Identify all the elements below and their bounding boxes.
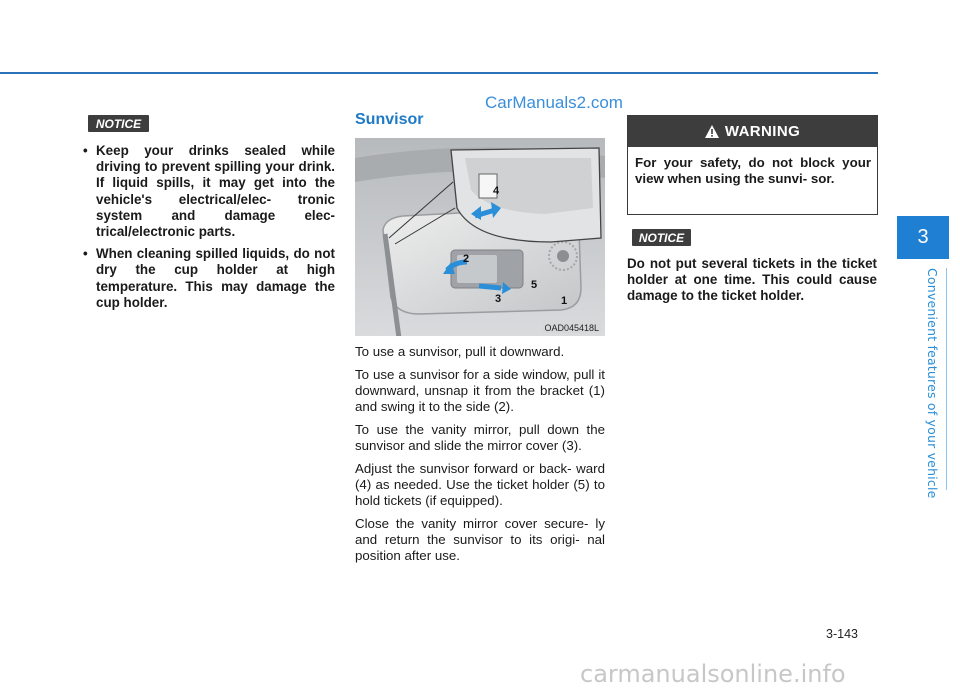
- notice-text: Do not put several tickets in the ticket holder at one time. This could cause damage to the ticket holder.: [627, 256, 877, 304]
- chapter-title: Convenient features of your vehicle: [925, 268, 940, 499]
- sunvisor-drawing: [355, 138, 605, 336]
- chapter-divider: [946, 268, 947, 490]
- slide-arrow: [479, 286, 501, 288]
- notice-badge-right: NOTICE: [632, 229, 691, 246]
- page-number: 3-143: [826, 627, 858, 641]
- notice-bullet: • When cleaning spilled liquids, do not dry the cup holder at high temperature. This may damage the cup holder.: [81, 246, 335, 311]
- notice-badge-left: NOTICE: [88, 115, 149, 132]
- callout-3: 3: [495, 293, 502, 305]
- watermark-bottom[interactable]: carmanualsonline.info: [580, 660, 846, 688]
- callout-2: 2: [463, 253, 470, 265]
- warning-header: [628, 116, 877, 147]
- warning-box: [627, 115, 878, 215]
- warning-triangle-icon: [705, 125, 719, 138]
- notice-bullet-list: [81, 143, 335, 317]
- instruction-paragraph: To use the vanity mirror, pull down the sunvisor and slide the mirror cover (3).: [355, 422, 605, 453]
- callout-1: 1: [561, 295, 568, 307]
- watermark-top[interactable]: CarManuals2.com: [485, 93, 623, 112]
- chapter-tab: 3: [897, 216, 949, 259]
- callout-4: 4: [493, 185, 500, 197]
- instruction-paragraph: To use a sunvisor for a side window, pull it downward, unsnap it from the bracket (1) and swing it to the side (2).: [355, 367, 605, 414]
- sunvisor-illustration: [355, 138, 605, 336]
- instruction-paragraph: Close the vanity mirror cover secure- ly and return the sunvisor to its origi- nal position after use.: [355, 516, 605, 563]
- header-rule: [0, 72, 878, 74]
- instruction-paragraph: To use a sunvisor, pull it downward.: [355, 344, 565, 359]
- section-title: Sunvisor: [355, 111, 424, 128]
- sunvisor-instructions: [355, 344, 605, 571]
- notice-bullet: • Keep your drinks sealed while driving to prevent spilling your drink. If liquid spills, it may get into the vehicle's electrical/elec- tronic system and damage elec- trical/electronic parts.: [81, 143, 335, 240]
- bracket: [557, 250, 569, 262]
- instruction-paragraph: Adjust the sunvisor forward or back- ward (4) as needed. Use the ticket holder (5) to hold tickets (if equipped).: [355, 461, 605, 508]
- figure-code: OAD045418L: [544, 323, 599, 333]
- callout-5: 5: [531, 279, 538, 291]
- warning-text: For your safety, do not block your view when using the sunvi- sor.: [635, 155, 871, 186]
- warning-label: WARNING: [724, 123, 801, 140]
